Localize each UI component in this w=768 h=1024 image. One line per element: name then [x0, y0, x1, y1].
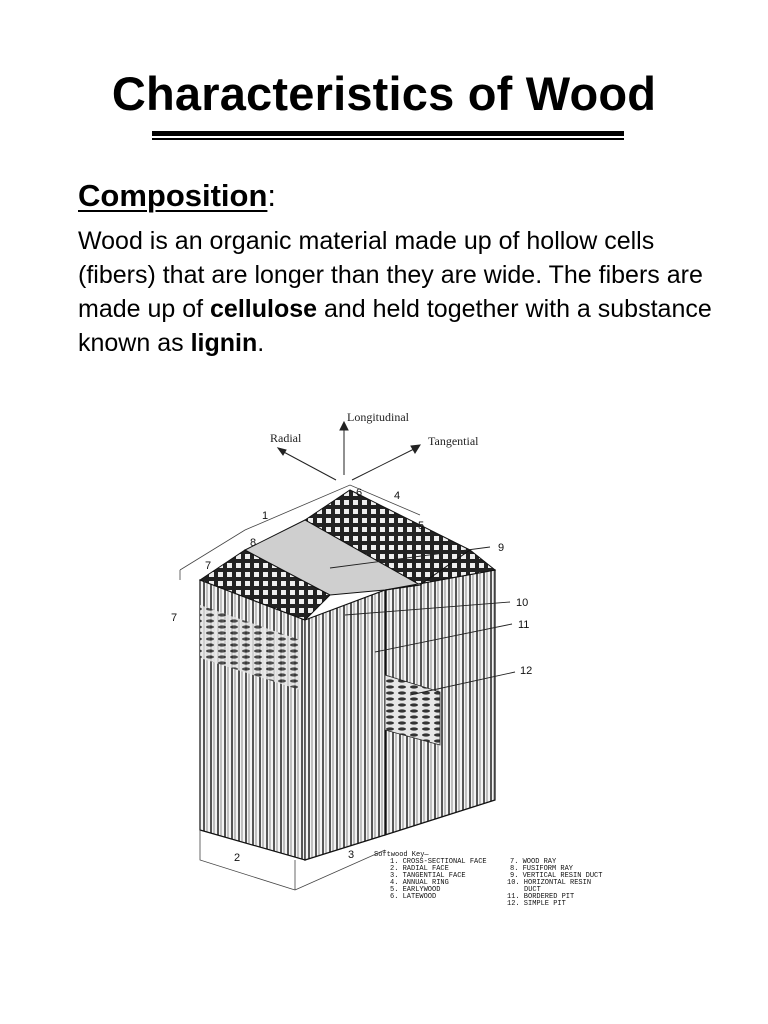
key-right-6: 11. BORDERED PIT: [507, 893, 575, 901]
title-rule-thin: [152, 138, 624, 140]
term-cellulose: cellulose: [210, 295, 318, 323]
paragraph-text-1: Wood is an organic material made up of hollow cells (fibers) that are longer than they are wide. The fibers are made up of: [78, 227, 703, 323]
callout-4: 4: [394, 490, 401, 502]
callout-5: 5: [418, 520, 425, 532]
callout-7-side: 7: [171, 612, 178, 624]
key-right-7: 12. SIMPLE PIT: [507, 900, 566, 908]
section-heading-colon: :: [267, 178, 277, 213]
key-title: Softwood Key—: [374, 851, 429, 859]
callout-6: 6: [356, 487, 363, 499]
page-title: Characteristics of Wood: [111, 67, 657, 120]
axis-label-radial: Radial: [270, 431, 302, 445]
paragraph-text-3: .: [257, 329, 265, 357]
tangential-face: [305, 590, 385, 860]
callout-10: 10: [516, 597, 529, 609]
key-left-1: 1. CROSS-SECTIONAL FACE: [390, 858, 487, 866]
key-right-4: 10. HORIZONTAL RESIN: [507, 879, 592, 887]
paragraph-text-2: and held together with a substance known as: [78, 295, 712, 357]
key-left-2: 2. RADIAL FACE: [390, 865, 449, 873]
key-right-3: 9. VERTICAL RESIN DUCT: [510, 872, 603, 880]
axis-label-longitudinal: Longitudinal: [347, 410, 409, 424]
title-rule-thick: [152, 131, 624, 136]
key-left-5: 5. EARLYWOOD: [390, 886, 441, 894]
section-heading-text: Composition: [78, 178, 268, 213]
softwood-key: [374, 851, 602, 908]
key-right-2: 8. FUSIFORM RAY: [510, 865, 574, 873]
callout-8: 8: [250, 537, 257, 549]
wood-structure-diagram: [0, 390, 768, 920]
callout-9: 9: [498, 542, 505, 554]
key-right-1: 7. WOOD RAY: [510, 858, 557, 866]
term-lignin: lignin: [190, 329, 258, 357]
callout-2: 2: [234, 852, 241, 864]
callout-7-top: 7: [205, 560, 212, 572]
key-left-3: 3. TANGENTIAL FACE: [390, 872, 466, 880]
callout-12: 12: [520, 665, 533, 677]
key-left-4: 4. ANNUAL RING: [390, 879, 449, 887]
callout-1: 1: [262, 510, 269, 522]
axis-label-tangential: Tangential: [428, 434, 479, 448]
callout-11: 11: [518, 619, 530, 631]
section-heading: [78, 178, 276, 214]
callout-3: 3: [348, 849, 355, 861]
key-left-6: 6. LATEWOOD: [390, 893, 437, 901]
composition-paragraph: [78, 224, 718, 360]
key-right-5: DUCT: [524, 886, 541, 894]
